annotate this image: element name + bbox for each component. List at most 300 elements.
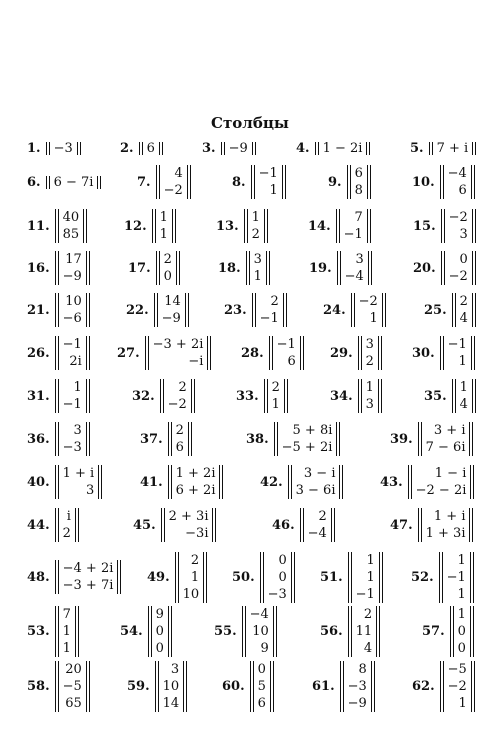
problem-number: 57. bbox=[422, 623, 445, 639]
vector-entry: 1 bbox=[62, 640, 71, 656]
vector-entry: 2 bbox=[318, 509, 327, 524]
problem-item bbox=[27, 142, 81, 155]
norm-bar-right bbox=[176, 251, 180, 285]
problem-number: 35. bbox=[424, 388, 447, 404]
vector-entries bbox=[152, 606, 168, 657]
vector-entry: −1 bbox=[446, 569, 466, 585]
vector-entry: 1 bbox=[457, 552, 466, 568]
problem-number: 55. bbox=[214, 623, 237, 639]
norm-bar-right bbox=[86, 293, 90, 327]
problem-number: 28. bbox=[241, 345, 264, 361]
problem-item bbox=[120, 606, 172, 657]
norm-bar-right bbox=[471, 165, 475, 199]
problem-number: 5. bbox=[410, 140, 424, 156]
norm-bar-right bbox=[472, 251, 476, 285]
vector-entry: 10 bbox=[65, 294, 82, 309]
problem-number: 31. bbox=[27, 388, 50, 404]
vector-entry: −4 bbox=[307, 526, 327, 541]
norm-bar-right bbox=[471, 336, 475, 370]
norm-bar-right bbox=[168, 606, 172, 657]
norm-bar-right bbox=[159, 142, 163, 155]
problem-number: 34. bbox=[330, 388, 353, 404]
norm-bar-right bbox=[469, 422, 473, 456]
norm-bar-right bbox=[117, 560, 121, 594]
vector-entry: −3 bbox=[62, 440, 82, 455]
vector-entries bbox=[355, 293, 382, 327]
vector-entries bbox=[149, 336, 208, 370]
norm-bar-right bbox=[203, 552, 207, 603]
norm-bar-right bbox=[470, 465, 474, 499]
vector-entry: 1 + 3i bbox=[425, 526, 466, 541]
problem-item bbox=[128, 251, 180, 285]
vector-entry: 1 + i bbox=[433, 509, 466, 524]
problem-number: 9. bbox=[328, 174, 342, 190]
vector-entry: 1 bbox=[369, 311, 378, 326]
vector-entries bbox=[445, 209, 472, 243]
vector-entry: 10 bbox=[162, 678, 180, 694]
norm-bar-right bbox=[185, 293, 189, 327]
norm-bar-right bbox=[378, 336, 382, 370]
problem-number: 13. bbox=[216, 218, 239, 234]
vector-entries bbox=[341, 251, 368, 285]
vector-entry: 1 bbox=[365, 380, 374, 395]
problem-item bbox=[27, 661, 90, 712]
problem-number: 44. bbox=[27, 517, 50, 533]
vector-entry: −3 bbox=[53, 140, 73, 156]
vector-entry: 1 bbox=[459, 380, 468, 395]
vector-entry: 6 bbox=[257, 695, 266, 711]
norm-bar-right bbox=[266, 251, 270, 285]
vector-entries bbox=[264, 552, 291, 603]
vector-entry: −3i bbox=[185, 526, 209, 541]
vector-entry: 4 bbox=[174, 166, 183, 181]
problem-item bbox=[27, 251, 90, 285]
problem-number: 30. bbox=[412, 345, 435, 361]
problem-item bbox=[328, 165, 371, 199]
vector-entries bbox=[156, 209, 172, 243]
vector-entries bbox=[422, 508, 470, 542]
norm-bar-right bbox=[270, 661, 274, 712]
vector-entry: 1 bbox=[190, 569, 200, 585]
vector-entry: −4 bbox=[447, 166, 467, 181]
problem-number: 45. bbox=[133, 517, 156, 533]
vector-entry: −1 bbox=[343, 227, 363, 242]
norm-bar-right bbox=[472, 142, 476, 155]
vector-entries bbox=[443, 552, 470, 603]
problem-number: 18. bbox=[218, 260, 241, 276]
problem-number: 6. bbox=[27, 174, 41, 190]
problem-item bbox=[27, 606, 79, 657]
vector-entry: 4 bbox=[459, 397, 468, 412]
vector-entry: 10 bbox=[252, 623, 269, 639]
problem-item bbox=[214, 606, 277, 657]
problem-item bbox=[27, 560, 121, 594]
vector-entry: −2 bbox=[448, 210, 468, 225]
vector-entry: 1 bbox=[159, 210, 168, 225]
vector-entry: 40 bbox=[62, 210, 80, 225]
vector-entry: 14 bbox=[162, 695, 180, 711]
problem-number: 53. bbox=[27, 623, 50, 639]
problem-item bbox=[411, 552, 474, 603]
vector-entries bbox=[248, 209, 264, 243]
problem-item bbox=[272, 508, 335, 542]
norm-bar-right bbox=[207, 336, 211, 370]
vector-entry: −4 + 2i bbox=[62, 561, 114, 576]
vector-entries bbox=[444, 661, 471, 712]
norm-bar-right bbox=[264, 209, 268, 243]
problem-item bbox=[241, 336, 304, 370]
vector-entry: 3 bbox=[355, 252, 364, 267]
page-title: Столбцы bbox=[211, 114, 289, 132]
vector-entry: −4 bbox=[249, 606, 269, 622]
vector-entry: −1 bbox=[447, 337, 467, 352]
norm-bar-right bbox=[379, 552, 383, 603]
vector-entries bbox=[444, 336, 471, 370]
problem-number: 4. bbox=[296, 140, 310, 156]
norm-bar-right bbox=[75, 606, 79, 657]
vector-entry: 2 bbox=[363, 606, 373, 622]
vector-entry: −9 bbox=[161, 311, 181, 326]
vector-entry: 5 bbox=[257, 678, 266, 694]
problem-item bbox=[117, 336, 211, 370]
problem-number: 36. bbox=[27, 431, 50, 447]
vector-entries bbox=[50, 142, 77, 155]
problem-number: 54. bbox=[120, 623, 143, 639]
problem-number: 27. bbox=[117, 345, 140, 361]
problem-item bbox=[422, 606, 474, 657]
problem-item bbox=[390, 508, 473, 542]
vector-entry: 6 bbox=[287, 354, 296, 369]
vector-entries bbox=[59, 293, 86, 327]
problem-item bbox=[246, 422, 340, 456]
problem-item bbox=[140, 465, 223, 499]
norm-bar-right bbox=[98, 465, 102, 499]
vector-entry: 2 bbox=[163, 252, 172, 267]
problem-number: 50. bbox=[232, 569, 255, 585]
vector-entry: 0 bbox=[457, 640, 466, 656]
problem-number: 20. bbox=[413, 260, 436, 276]
vector-entries bbox=[59, 422, 86, 456]
problem-number: 51. bbox=[320, 569, 343, 585]
vector-entry: 7 + i bbox=[436, 140, 469, 156]
vector-entry: 3 bbox=[365, 397, 374, 412]
vector-entries bbox=[246, 606, 273, 657]
vector-entry: 0 bbox=[257, 661, 266, 677]
problem-number: 16. bbox=[27, 260, 50, 276]
vector-entries bbox=[158, 293, 185, 327]
problem-item bbox=[424, 379, 476, 413]
vector-entries bbox=[256, 293, 283, 327]
vector-entry: 7 bbox=[354, 210, 363, 225]
vector-entry: −3 + 7i bbox=[62, 578, 114, 593]
problem-number: 42. bbox=[260, 474, 283, 490]
norm-bar-right bbox=[86, 251, 90, 285]
norm-bar-right bbox=[300, 336, 304, 370]
vector-entry: 17 bbox=[65, 252, 82, 267]
vector-entry: 6 bbox=[146, 140, 155, 156]
vector-entry: 11 bbox=[355, 623, 373, 639]
vector-entries bbox=[362, 379, 378, 413]
problem-number: 14. bbox=[308, 218, 331, 234]
vector-entries bbox=[172, 465, 220, 499]
vector-entries bbox=[422, 422, 470, 456]
problem-number: 24. bbox=[323, 302, 346, 318]
problem-item bbox=[127, 661, 187, 712]
problem-item bbox=[124, 209, 176, 243]
vector-entry: 3 bbox=[365, 337, 374, 352]
vector-entries bbox=[319, 142, 367, 155]
problem-item bbox=[126, 293, 189, 327]
vector-entries bbox=[172, 422, 188, 456]
problem-item bbox=[312, 661, 375, 712]
vector-entry: 2 bbox=[365, 354, 374, 369]
vector-entry: −2 bbox=[163, 183, 183, 198]
vector-entry: 0 bbox=[278, 552, 287, 568]
norm-bar-right bbox=[378, 379, 382, 413]
vector-entry: 20 bbox=[65, 661, 82, 677]
vector-entries bbox=[304, 508, 331, 542]
vector-entries bbox=[59, 508, 75, 542]
vector-entries bbox=[255, 165, 282, 199]
vector-entry: 2 + 3i bbox=[168, 509, 209, 524]
vector-entry: 3 bbox=[459, 227, 468, 242]
vector-entries bbox=[59, 336, 86, 370]
vector-entries bbox=[59, 379, 86, 413]
problem-number: 23. bbox=[224, 302, 247, 318]
vector-entry: −2 bbox=[358, 294, 378, 309]
vector-entries bbox=[250, 251, 266, 285]
vector-entry: −2 − 2i bbox=[415, 483, 467, 498]
vector-entries bbox=[59, 661, 86, 712]
problem-number: 62. bbox=[412, 678, 435, 694]
problem-number: 61. bbox=[312, 678, 335, 694]
norm-bar-right bbox=[283, 293, 287, 327]
vector-entry: −3 + 2i bbox=[152, 337, 204, 352]
problem-item bbox=[132, 379, 195, 413]
problem-number: 60. bbox=[222, 678, 245, 694]
problem-item bbox=[309, 251, 372, 285]
vector-entries bbox=[59, 465, 99, 499]
problem-item bbox=[412, 661, 475, 712]
problem-number: 43. bbox=[380, 474, 403, 490]
problem-number: 19. bbox=[309, 260, 332, 276]
vector-entry: 6 − 7i bbox=[53, 174, 94, 190]
vector-entry: 2 bbox=[62, 526, 71, 541]
problem-item bbox=[380, 465, 474, 499]
vector-entries bbox=[59, 209, 84, 243]
vector-entry: 1 bbox=[73, 380, 82, 395]
problem-number: 26. bbox=[27, 345, 50, 361]
vector-entry: 1 bbox=[458, 354, 467, 369]
problem-number: 56. bbox=[320, 623, 343, 639]
problem-item bbox=[27, 209, 87, 243]
vector-entry: 2 bbox=[270, 294, 279, 309]
problem-number: 7. bbox=[137, 174, 151, 190]
problem-number: 59. bbox=[127, 678, 150, 694]
vector-entry: 0 bbox=[163, 269, 172, 284]
problem-number: 15. bbox=[413, 218, 436, 234]
vector-entries bbox=[268, 379, 284, 413]
problem-item bbox=[27, 465, 102, 499]
norm-bar-right bbox=[97, 176, 101, 189]
problem-number: 3. bbox=[202, 140, 216, 156]
problem-item bbox=[320, 552, 383, 603]
vector-entry: −5 bbox=[447, 661, 467, 677]
norm-bar-right bbox=[86, 379, 90, 413]
problem-number: 33. bbox=[236, 388, 259, 404]
problem-item bbox=[308, 209, 371, 243]
vector-entry: 2 bbox=[190, 552, 200, 568]
vector-entries bbox=[59, 251, 86, 285]
norm-bar-right bbox=[273, 606, 277, 657]
problem-item bbox=[27, 508, 79, 542]
vector-entries bbox=[344, 661, 371, 712]
norm-bar-right bbox=[469, 508, 473, 542]
problem-item bbox=[27, 176, 101, 189]
vector-entry: −2 bbox=[167, 397, 187, 412]
problem-item bbox=[222, 661, 274, 712]
vector-entry: 9 bbox=[260, 640, 269, 656]
problem-item bbox=[232, 552, 295, 603]
vector-entry: 4 bbox=[459, 311, 468, 326]
vector-entry: 3 − 6i bbox=[295, 483, 336, 498]
vector-entry: 4 bbox=[363, 640, 373, 656]
norm-bar-right bbox=[86, 422, 90, 456]
problem-item bbox=[236, 379, 288, 413]
norm-bar-right bbox=[252, 142, 256, 155]
norm-bar-right bbox=[183, 661, 187, 712]
norm-bar-right bbox=[367, 209, 371, 243]
vector-entry: −1 bbox=[276, 337, 296, 352]
vector-entries bbox=[59, 560, 118, 594]
vector-entry: −3 bbox=[267, 586, 287, 602]
vector-entries bbox=[352, 606, 377, 657]
norm-bar-right bbox=[219, 465, 223, 499]
problem-number: 40. bbox=[27, 474, 50, 490]
vector-entry: 2 bbox=[271, 380, 280, 395]
norm-bar-right bbox=[368, 251, 372, 285]
vector-entry: 1 bbox=[457, 586, 466, 602]
problem-number: 12. bbox=[124, 218, 147, 234]
problem-number: 29. bbox=[330, 345, 353, 361]
problem-item bbox=[147, 552, 207, 603]
problem-item bbox=[232, 165, 286, 199]
problem-item bbox=[27, 379, 90, 413]
problem-item bbox=[218, 251, 270, 285]
vector-entry: 1 + i bbox=[62, 466, 95, 481]
vector-entry: 0 bbox=[155, 640, 164, 656]
norm-bar-right bbox=[172, 209, 176, 243]
norm-bar-right bbox=[371, 661, 375, 712]
vector-entry: 2 bbox=[459, 294, 468, 309]
vector-entries bbox=[445, 251, 472, 285]
vector-entries bbox=[444, 165, 471, 199]
vector-entry: 1 bbox=[458, 695, 467, 711]
vector-entry: 1 bbox=[253, 269, 262, 284]
vector-entry: 1 bbox=[62, 623, 71, 639]
vector-entry: 10 bbox=[182, 586, 200, 602]
vector-entry: 1 bbox=[159, 227, 168, 242]
vector-entry: −1 bbox=[259, 311, 279, 326]
norm-bar-right bbox=[86, 336, 90, 370]
problem-item bbox=[120, 142, 163, 155]
vector-entries bbox=[59, 606, 75, 657]
problem-item bbox=[323, 293, 386, 327]
problem-number: 46. bbox=[272, 517, 295, 533]
norm-bar-right bbox=[187, 165, 191, 199]
vector-entry: 1 bbox=[251, 210, 260, 225]
vector-entries bbox=[179, 552, 204, 603]
problem-number: 2. bbox=[120, 140, 134, 156]
norm-bar-right bbox=[339, 465, 343, 499]
vector-entries bbox=[273, 336, 300, 370]
vector-entries bbox=[160, 165, 187, 199]
vector-entry: 6 bbox=[175, 440, 184, 455]
norm-bar-right bbox=[284, 379, 288, 413]
norm-bar-right bbox=[212, 508, 216, 542]
norm-bar-right bbox=[191, 379, 195, 413]
vector-entry: 0 bbox=[155, 623, 164, 639]
problem-item bbox=[330, 336, 382, 370]
vector-entries bbox=[456, 379, 472, 413]
vector-entry: 3 + i bbox=[433, 423, 466, 438]
problem-number: 41. bbox=[140, 474, 163, 490]
vector-entry: 2 bbox=[251, 227, 260, 242]
problem-item bbox=[27, 422, 90, 456]
problem-item bbox=[296, 142, 370, 155]
vector-entry: 2 bbox=[178, 380, 187, 395]
norm-bar-right bbox=[86, 661, 90, 712]
vector-entries bbox=[456, 293, 472, 327]
problem-number: 8. bbox=[232, 174, 246, 190]
vector-entry: 5 + 8i bbox=[292, 423, 333, 438]
vector-entry: 7 bbox=[62, 606, 71, 622]
vector-entry: 1 bbox=[366, 569, 375, 585]
vector-entries bbox=[352, 552, 379, 603]
problem-item bbox=[202, 142, 256, 155]
vector-entries bbox=[160, 251, 176, 285]
norm-bar-right bbox=[472, 209, 476, 243]
problem-number: 37. bbox=[140, 431, 163, 447]
vector-entry: −2 bbox=[447, 678, 467, 694]
norm-bar-right bbox=[291, 552, 295, 603]
problem-number: 49. bbox=[147, 569, 170, 585]
problem-item bbox=[412, 336, 475, 370]
problem-number: 39. bbox=[390, 431, 413, 447]
vector-entry: 6 bbox=[354, 166, 363, 181]
norm-bar-right bbox=[366, 142, 370, 155]
vector-entry: 1 bbox=[366, 552, 375, 568]
norm-bar-right bbox=[472, 293, 476, 327]
vector-entry: −9 bbox=[347, 695, 367, 711]
vector-entry: −6 bbox=[62, 311, 82, 326]
vector-entry: −2 bbox=[448, 269, 468, 284]
vector-entry: 2i bbox=[69, 354, 82, 369]
problem-item bbox=[137, 165, 191, 199]
vector-entry: 6 + 2i bbox=[175, 483, 216, 498]
problem-number: 17. bbox=[128, 260, 151, 276]
vector-entry: 2 bbox=[175, 423, 184, 438]
vector-entry: 3 bbox=[170, 661, 180, 677]
vector-entry: 1 − i bbox=[434, 466, 467, 481]
vector-entries bbox=[433, 142, 473, 155]
vector-entries bbox=[351, 165, 367, 199]
norm-bar-right bbox=[470, 552, 474, 603]
vector-entry: −1 bbox=[62, 337, 82, 352]
norm-bar-right bbox=[77, 142, 81, 155]
vector-entries bbox=[292, 465, 340, 499]
vector-entry: 6 bbox=[458, 183, 467, 198]
